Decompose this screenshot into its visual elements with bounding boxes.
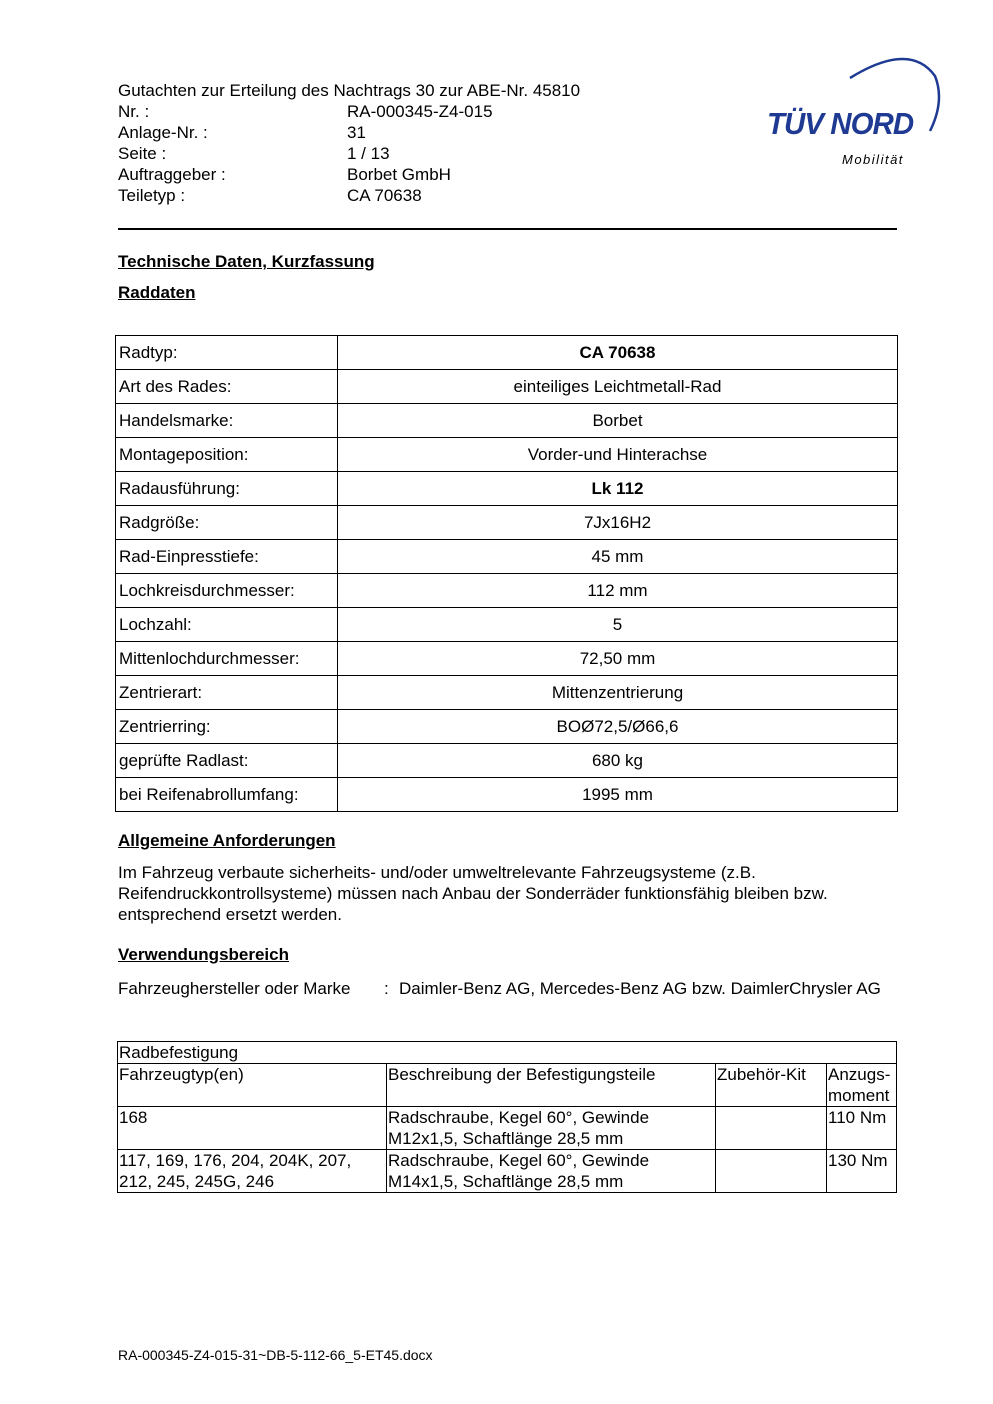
row-label: Handelsmarke:: [116, 404, 338, 438]
table-row: [116, 472, 898, 506]
tuv-nord-logo: [760, 56, 950, 174]
table-cell: 117, 169, 176, 204, 204K, 207, 212, 245, 245G, 246: [118, 1150, 387, 1193]
meta-value: 31: [347, 123, 366, 142]
table-row: [116, 404, 898, 438]
column-header: Zubehör-Kit: [716, 1064, 827, 1107]
table-cell: Radschraube, Kegel 60°, Gewinde M12x1,5, Schaftlänge 28,5 mm: [387, 1107, 716, 1150]
row-label: geprüfte Radlast:: [116, 744, 338, 778]
allgemeine-anforderungen-text: Im Fahrzeug verbaute sicherheits- und/oder umweltrelevante Fahrzeugsysteme (z.B. Reifendruckkontrollsysteme) müssen nach Anbau der Sonderräder funktionsfähig bleiben bzw. entsprechend ersetzt werden.: [118, 863, 828, 924]
heading-allgemeine-anforderungen: Allgemeine Anforderungen: [118, 831, 336, 850]
document-header: [118, 80, 580, 206]
row-label: Radtyp:: [116, 336, 338, 370]
column-header: Beschreibung der Befestigungsteile: [387, 1064, 716, 1107]
table-caption: Radbefestigung: [118, 1042, 897, 1064]
meta-label: Seite :: [118, 144, 167, 163]
table-cell: [716, 1107, 827, 1150]
meta-value: 1 / 13: [347, 144, 390, 163]
footer-filename: RA-000345-Z4-015-31~DB-5-112-66_5-ET45.docx: [118, 1347, 433, 1363]
table-caption-row: [118, 1042, 897, 1064]
row-label: Art des Rades:: [116, 370, 338, 404]
row-label: Mittenlochdurchmesser:: [116, 642, 338, 676]
table-row: [116, 574, 898, 608]
row-label: Zentrierart:: [116, 676, 338, 710]
row-value: 45 mm: [338, 540, 898, 574]
meta-row-seite: [118, 143, 580, 164]
row-value: Mittenzentrierung: [338, 676, 898, 710]
table-row: [116, 710, 898, 744]
meta-row-nr: [118, 101, 580, 122]
meta-value: RA-000345-Z4-015: [347, 102, 493, 121]
meta-label: Teiletyp :: [118, 186, 186, 205]
meta-label: Nr. :: [118, 102, 150, 121]
row-value: 72,50 mm: [338, 642, 898, 676]
row-value: Borbet: [338, 404, 898, 438]
header-divider: [118, 228, 897, 230]
table-row: [116, 744, 898, 778]
table-row: [116, 540, 898, 574]
table-cell: [716, 1150, 827, 1193]
heading-raddaten: Raddaten: [118, 283, 196, 302]
table-cell: 130 Nm: [827, 1150, 897, 1193]
row-label: Radgröße:: [116, 506, 338, 540]
column-header: Fahrzeugtyp(en): [118, 1064, 387, 1107]
meta-row-teiletyp: [118, 185, 580, 206]
row-value: 5: [338, 608, 898, 642]
row-label: Radausführung:: [116, 472, 338, 506]
row-label: Lochzahl:: [116, 608, 338, 642]
table-row: [116, 676, 898, 710]
table-row: [116, 506, 898, 540]
table-cell: 168: [118, 1107, 387, 1150]
row-label: Rad-Einpresstiefe:: [116, 540, 338, 574]
row-value: 680 kg: [338, 744, 898, 778]
radbefestigung-table: [117, 1041, 897, 1193]
meta-value: Borbet GmbH: [347, 165, 451, 184]
row-value: einteiliges Leichtmetall-Rad: [338, 370, 898, 404]
meta-label: Anlage-Nr. :: [118, 123, 208, 142]
row-label: Zentrierring:: [116, 710, 338, 744]
row-value: 112 mm: [338, 574, 898, 608]
row-value: Vorder-und Hinterachse: [338, 438, 898, 472]
manufacturer-value: Daimler-Benz AG, Mercedes-Benz AG bzw. DaimlerChrysler AG: [399, 979, 881, 998]
manufacturer-colon: :: [384, 979, 389, 998]
row-value: CA 70638: [338, 336, 898, 370]
column-header: Anzugs-moment: [827, 1064, 897, 1107]
table-cell: Radschraube, Kegel 60°, Gewinde M14x1,5, Schaftlänge 28,5 mm: [387, 1150, 716, 1193]
table-cell: 110 Nm: [827, 1107, 897, 1150]
table-header-row: [118, 1064, 897, 1107]
manufacturer-label: Fahrzeughersteller oder Marke: [118, 979, 351, 998]
heading-verwendungsbereich: Verwendungsbereich: [118, 945, 289, 964]
table-row: [118, 1107, 897, 1150]
document-title: Gutachten zur Erteilung des Nachtrags 30 zur ABE-Nr. 45810: [118, 81, 581, 100]
row-value: 7Jx16H2: [338, 506, 898, 540]
heading-technische-daten: Technische Daten, Kurzfassung: [118, 252, 375, 271]
table-row: [116, 642, 898, 676]
row-value: BOØ72,5/Ø66,6: [338, 710, 898, 744]
logo-subtitle: Mobilität: [842, 152, 904, 167]
meta-label: Auftraggeber :: [118, 165, 226, 184]
meta-row-anlage: [118, 122, 580, 143]
table-row: [116, 438, 898, 472]
meta-row-auftraggeber: [118, 164, 580, 185]
row-label: Lochkreisdurchmesser:: [116, 574, 338, 608]
logo-brand: TÜV NORD: [767, 106, 914, 141]
table-row: [116, 778, 898, 812]
raddaten-table: [115, 335, 898, 812]
meta-value: CA 70638: [347, 186, 422, 205]
table-row: [116, 608, 898, 642]
row-label: Montageposition:: [116, 438, 338, 472]
table-row: [116, 336, 898, 370]
row-value: 1995 mm: [338, 778, 898, 812]
table-row: [116, 370, 898, 404]
table-row: [118, 1150, 897, 1193]
row-label: bei Reifenabrollumfang:: [116, 778, 338, 812]
row-value: Lk 112: [338, 472, 898, 506]
